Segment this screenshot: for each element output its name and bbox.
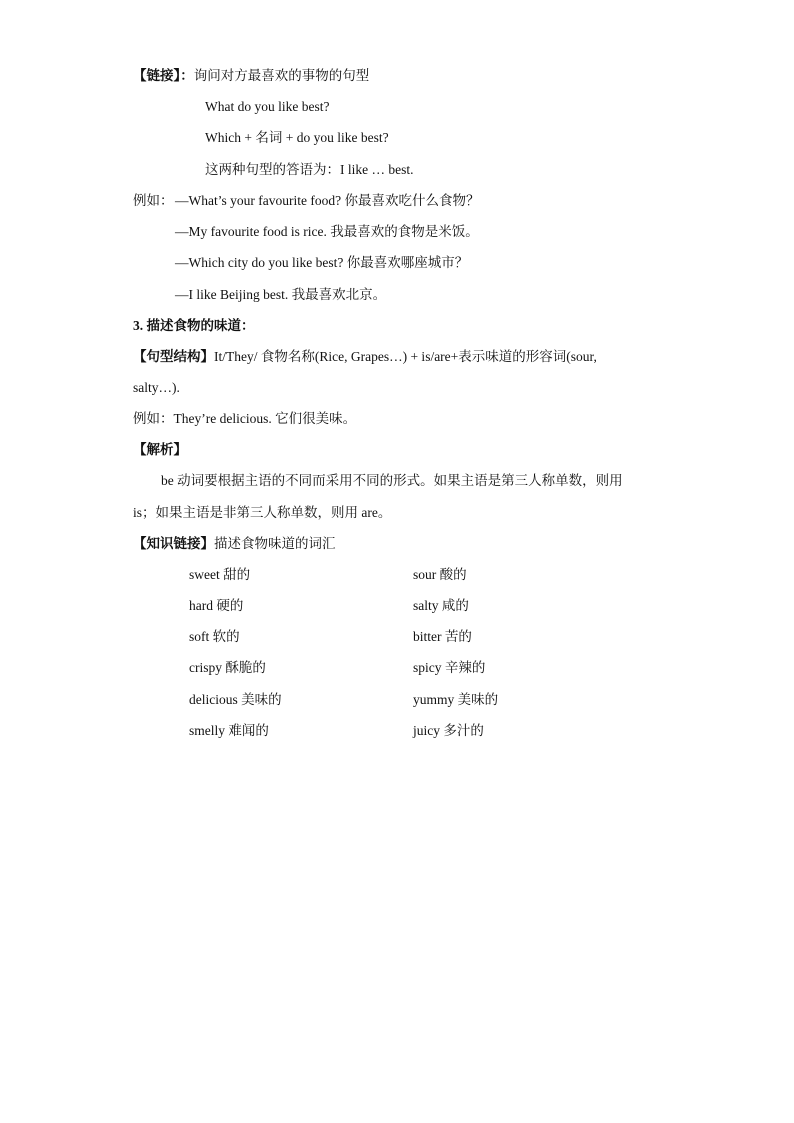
vocab-item: hard 硬的 bbox=[189, 598, 244, 613]
vocab-item: salty 咸的 bbox=[413, 598, 469, 613]
link-heading bbox=[133, 66, 369, 86]
knowledge-heading bbox=[133, 534, 336, 554]
section-3-title: 3. 描述食物的味道： bbox=[133, 318, 255, 333]
vocab-item: yummy 美味的 bbox=[413, 692, 499, 707]
analysis-label: 【解析】 bbox=[133, 442, 187, 457]
pattern-answer: 这两种句型的答语为：I like … best. bbox=[205, 162, 414, 177]
link-colon: ： bbox=[180, 68, 194, 83]
example-prefix: 例如： bbox=[133, 193, 174, 208]
structure-line-cont: salty…). bbox=[133, 380, 180, 395]
analysis-text: be 动词要根据主语的不同而采用不同的形式。如果主语是第三人称单数，则用 bbox=[161, 473, 623, 488]
knowledge-desc: 描述食物味道的词汇 bbox=[214, 536, 336, 551]
pattern-one: What do you like best? bbox=[205, 99, 330, 114]
vocab-item: crispy 酥脆的 bbox=[189, 660, 266, 675]
analysis-text-cont: is；如果主语是非第三人称单数，则用 are。 bbox=[133, 505, 392, 520]
structure-text: It/They/ 食物名称(Rice, Grapes…) + is/are+表示味道的形容词(sour, bbox=[214, 349, 597, 364]
vocab-item: sweet 甜的 bbox=[189, 567, 251, 582]
example-line: —Which city do you like best? 你最喜欢哪座城市？ bbox=[175, 255, 469, 270]
pattern-two: Which + 名词 + do you like best? bbox=[205, 130, 389, 145]
example-line: —My favourite food is rice. 我最喜欢的食物是米饭。 bbox=[175, 224, 479, 239]
vocab-item: spicy 辛辣的 bbox=[413, 660, 486, 675]
section-3-example: 例如：They’re delicious. 它们很美味。 bbox=[133, 411, 357, 426]
vocab-item: smelly 难闻的 bbox=[189, 723, 269, 738]
link-desc: 询问对方最喜欢的事物的句型 bbox=[193, 68, 370, 83]
example-line: —What’s your favourite food? 你最喜欢吃什么食物？ bbox=[175, 193, 480, 208]
structure-label: 【句型结构】 bbox=[133, 349, 214, 364]
structure-line bbox=[133, 347, 597, 367]
vocab-item: sour 酸的 bbox=[413, 567, 467, 582]
vocab-item: delicious 美味的 bbox=[189, 692, 282, 707]
example-line: —I like Beijing best. 我最喜欢北京。 bbox=[175, 287, 387, 302]
vocab-item: soft 软的 bbox=[189, 629, 240, 644]
vocab-item: bitter 苦的 bbox=[413, 629, 472, 644]
knowledge-label: 【知识链接】 bbox=[133, 536, 214, 551]
link-label: 【链接】 bbox=[133, 68, 181, 83]
vocab-item: juicy 多汁的 bbox=[413, 723, 484, 738]
